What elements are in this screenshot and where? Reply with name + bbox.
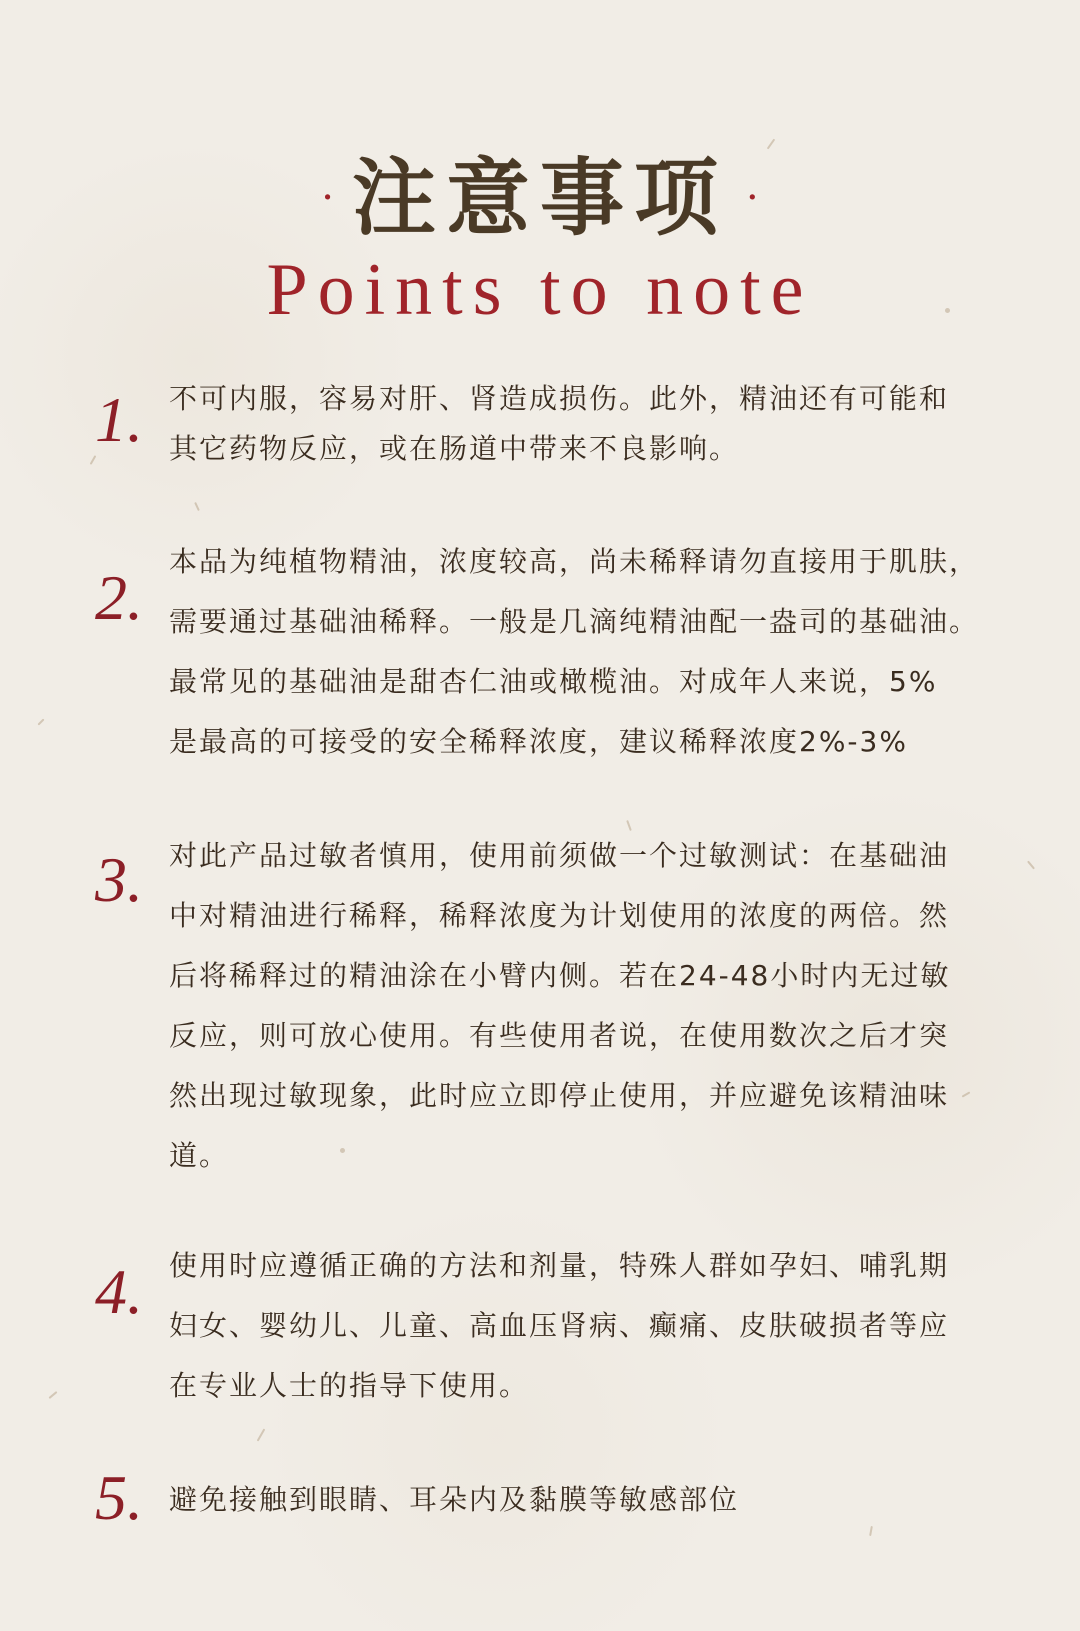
note-text: 避免接触到眼睛、耳朵内及黏膜等敏感部位: [169, 1483, 740, 1516]
note-number: 5.: [95, 1462, 143, 1533]
page-title: 注意事项: [351, 148, 728, 247]
paper-fleck: [37, 718, 44, 725]
note-text: 对此产品过敏者慎用，使用前须做一个过敏测试：在基础油 中对精油进行稀释，稀释浓度为计划使用的浓度的两倍。然 后将稀释过的精油涂在小臂内侧。若在24-48小时内无过敏 反应，则可放心使用。有些使用者说，在使用数次之后才突 然出现过敏现象，此时应立即停止使用，并应避免该精油味 道。: [169, 839, 951, 1172]
page-heading: [0, 148, 1080, 248]
note-text: 不可内服，容易对肝、肾造成损伤。此外，精油还有可能和 其它药物反应，或在肠道中带来不良影响。: [169, 382, 950, 465]
heading-dot-left: ·: [321, 175, 334, 221]
paper-fleck: [90, 455, 97, 465]
note-number: 1.: [95, 384, 143, 455]
note-number: 4.: [95, 1256, 143, 1327]
paper-fleck: [194, 502, 200, 511]
note-number: 2.: [95, 562, 143, 633]
heading-dot-right: ·: [746, 175, 759, 221]
note-number: 3.: [95, 844, 143, 915]
page-subtitle: Points to note: [266, 249, 814, 331]
paper-fleck: [257, 1428, 266, 1441]
paper-fleck: [1027, 861, 1035, 870]
note-text: 本品为纯植物精油，浓度较高，尚未稀释请勿直接用于肌肤， 需要通过基础油稀释。一般是几滴纯精油配一盎司的基础油。 最常见的基础油是甜杏仁油或橄榄油。对成年人来说，5% 是最高的可接受的安全稀释浓度，建议稀释浓度2%-3%: [169, 545, 980, 758]
paper-fleck: [49, 1391, 58, 1399]
note-text: 使用时应遵循正确的方法和剂量，特殊人群如孕妇、哺乳期 妇女、婴幼儿、儿童、高血压肾病、癫痛、皮肤破损者等应 在专业人士的指导下使用。: [169, 1249, 950, 1402]
